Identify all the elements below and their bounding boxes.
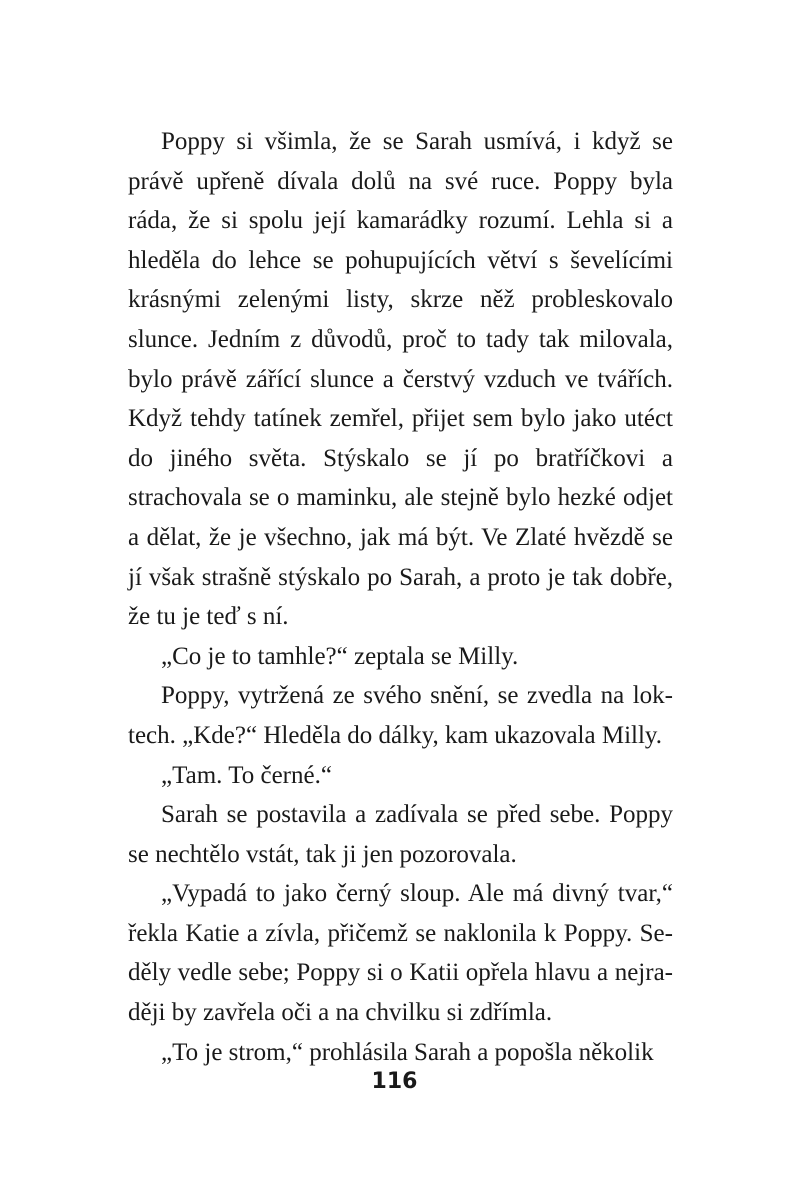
paragraph-4: „Tam. To černé.“ <box>161 761 332 789</box>
paragraph-7: „To je strom,“ prohlásila Sarah a popošla několik <box>161 1038 654 1066</box>
paragraph-3: Poppy, vytržená ze svého snění, se zvedla na loktech. „Kde?“ Hleděla do dálky, kam ukazovala Milly. <box>128 682 673 749</box>
paragraph-6: „Vypadá to jako černý sloup. Ale má divný tvar,“ řekla Katie a zívla, přičemž se naklonila k Poppy. Seděly vedle sebe; Poppy si o Katii opřela hlavu a nejraději by zavřela oči a na chvilku si zdřímla. <box>128 880 673 1027</box>
paragraph-5: Sarah se postavila a zadívala se před sebe. Poppy se nechtělo vstát, tak ji jen pozorovala. <box>128 801 673 868</box>
body-text <box>128 122 673 1072</box>
page-number: 116 <box>371 1069 418 1094</box>
paragraph-2: „Co je to tamhle?“ zeptala se Milly. <box>161 642 519 670</box>
paragraph-1: Poppy si všimla, že se Sarah usmívá, i když se právě upřeně dívala dolů na své ruce. Poppy byla ráda, že si spolu její kamarádky rozumí. Lehla si a hleděla do lehce se pohupujících větví s ševelícími krásnými zelenými listy, skrze něž probleskovalo slunce. Jedním z důvodů, proč to tady tak milovala, bylo právě zářící slunce a čerstvý vzduch ve tvářích. Když tehdy tatínek zemřel, přijet sem bylo jako utéct do jiného světa. Stýskalo se jí po bratříčkovi a strachovala se o maminku, ale stejně bylo hezké odjet a dělat, že je všechno, jak má být. Ve Zlaté hvězdě se jí však strašně stýskalo po Sarah, a proto je tak dobře, že tu je teď s ní. <box>128 128 673 631</box>
